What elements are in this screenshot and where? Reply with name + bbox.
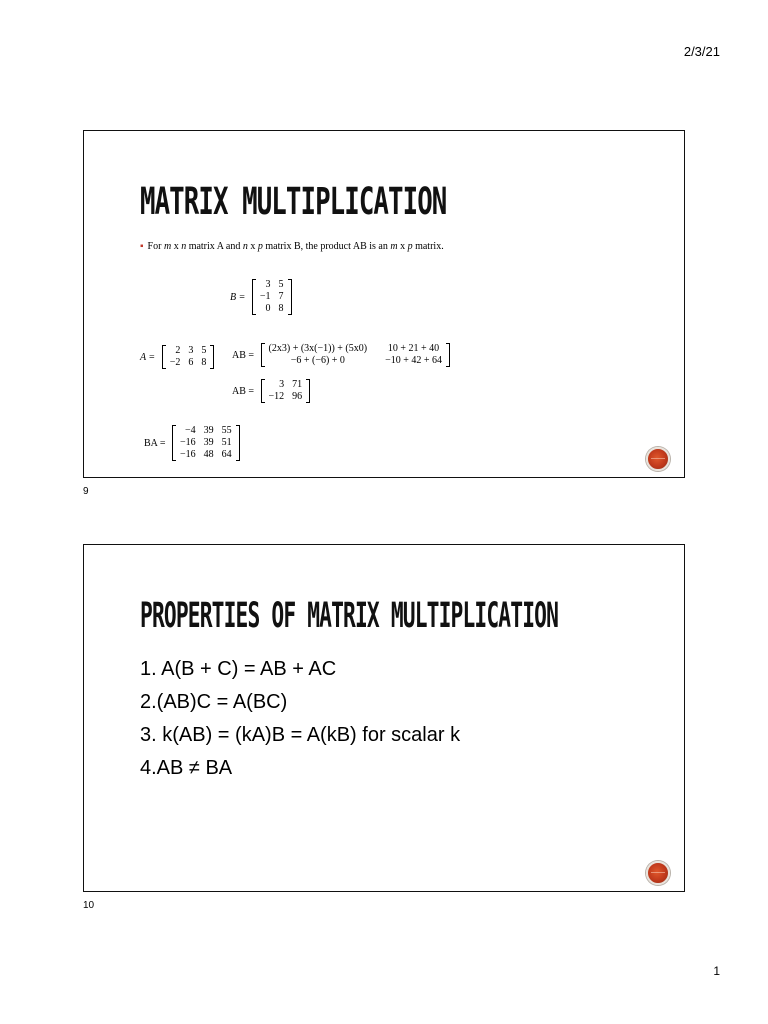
theme-logo-icon bbox=[646, 861, 670, 885]
slide-title: PROPERTIES OF MATRIX MULTIPLICATION bbox=[140, 595, 559, 636]
bullet-icon: ▪ bbox=[140, 241, 144, 252]
slide-matrix-multiplication bbox=[83, 130, 685, 478]
matrix-a: A = 2 3 5 −2 6 8 bbox=[140, 345, 214, 369]
list-item: 2.(AB)C = A(BC) bbox=[140, 691, 288, 713]
slide-number: 10 bbox=[83, 900, 95, 911]
page-date: 2/3/21 bbox=[683, 44, 720, 59]
slide-number: 9 bbox=[83, 486, 89, 497]
matrix-ab-result: AB = 3 71 −12 96 bbox=[232, 379, 310, 403]
matrix-b: B = 3 5 −1 7 0 8 bbox=[230, 279, 292, 315]
slide-title: MATRIX MULTIPLICATION bbox=[140, 179, 447, 224]
matrix-ab-expanded: AB = (2x3) + (3x(−1)) + (5x0) 10 + 21 + 40 −6 + (−6) + 0 −10 + 42 + 64 bbox=[232, 343, 450, 367]
list-item: 3. k(AB) = (kA)B = A(kB) for scalar k bbox=[140, 724, 461, 746]
list-item: 1. A(B + C) = AB + AC bbox=[140, 658, 337, 680]
page-number: 1 bbox=[713, 964, 720, 978]
theme-logo-icon bbox=[646, 447, 670, 471]
slide-properties bbox=[83, 544, 685, 892]
matrix-ba-result: BA = −4 39 55 −16 39 51 −16 48 64 bbox=[144, 425, 240, 461]
properties-list bbox=[140, 653, 460, 785]
bullet-definition: ▪ For m x n matrix A and n x p matrix B, the product AB is an m x p matrix. bbox=[140, 241, 444, 252]
list-item: 4.AB ≠ BA bbox=[140, 757, 233, 779]
